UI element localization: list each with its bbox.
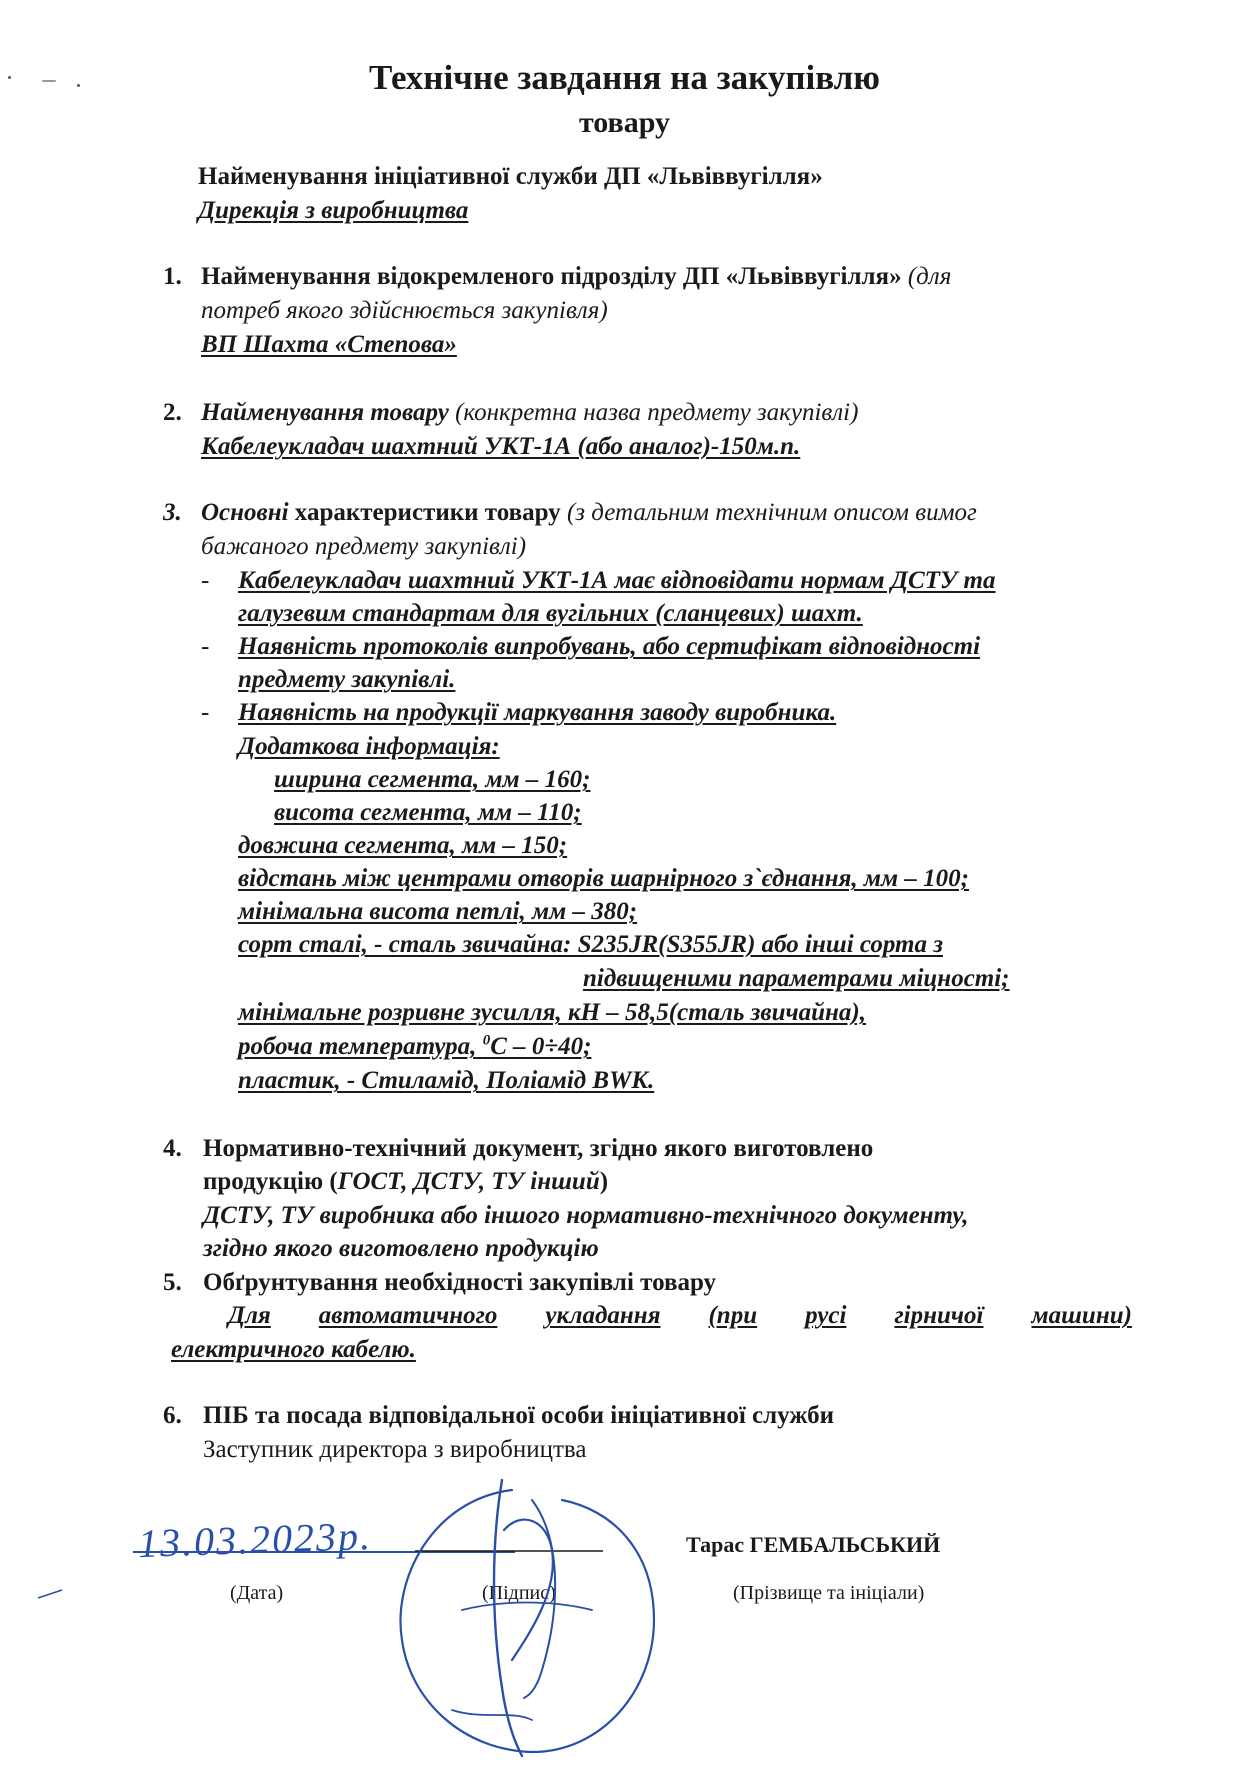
document-title: Технічне завдання на закупівлю (368, 58, 881, 97)
section-2-value: Кабелеукладач шахтний УКТ-1А (або аналог)-150м.п. (201, 433, 801, 460)
section-4-label-end: ) (599, 1168, 609, 1195)
bullet-3-line-1: Наявність на продукції маркування заводу виробника. (238, 699, 837, 726)
section-1-title: Найменування відокремленого підрозділу ДП «Львіввугілля» (201, 263, 902, 290)
section-2-label (201, 398, 858, 428)
section-1-note-end: потреб якого здійснюється закупівля) (201, 297, 608, 324)
section-6-label: ПІБ та посада відповідальної особи ініціативної служби (203, 1402, 835, 1429)
section-3-label (201, 498, 977, 528)
degree-superscript: 0 (482, 1032, 491, 1049)
additional-item-temperature (238, 1032, 591, 1062)
section-1-value: ВП Шахта «Степова» (201, 331, 457, 358)
justified-word: укладання (545, 1302, 661, 1329)
bullet-1-line-2: галузевим стандартам для вугільних (сланцевих) шахт. (238, 600, 863, 627)
section-3-number: 3. (163, 499, 182, 526)
section-5-label: Обґрунтування необхідності закупівлі товару (203, 1269, 717, 1296)
section-1-label (201, 262, 951, 292)
section-4-label-line-2 (203, 1167, 608, 1197)
section-4-value-line-2: згідно якого виготовлено продукцію (203, 1235, 599, 1262)
signature-caption: (Підпис) (482, 1582, 556, 1604)
document-subtitle: товару (578, 106, 671, 139)
section-3-note-end: бажаного предмету закупівлі) (201, 533, 527, 560)
justified-word: машини) (1031, 1302, 1132, 1329)
additional-item: пластик, - Стиламід, Поліамід BWK. (238, 1067, 655, 1094)
section-3-title: характеристики товару (294, 499, 561, 526)
section-2-title: Найменування товару (201, 399, 449, 426)
handwritten-date: 13.03.2023р. (137, 1512, 373, 1567)
additional-item: довжина сегмента, мм – 150; (238, 832, 568, 859)
section-4-label-start: продукцію ( (203, 1168, 338, 1195)
additional-info-title: Додаткова інформація: (238, 733, 500, 760)
section-5-value-line-2: електричного кабелю. (171, 1336, 416, 1363)
service-label: Найменування ініціативної служби ДП «Львіввугілля» (198, 163, 823, 190)
section-2-note: (конкретна назва предмету закупівлі) (455, 399, 859, 426)
section-3-title-italic: Основні (201, 499, 289, 526)
section-2-number: 2. (163, 399, 182, 426)
additional-item: підвищеними параметрами міцності; (583, 965, 1010, 992)
justified-word: русі (805, 1302, 847, 1329)
section-1-number: 1. (163, 263, 182, 290)
section-5-number: 5. (163, 1269, 182, 1296)
section-6-number: 6. (163, 1402, 182, 1429)
section-4-number: 4. (163, 1135, 182, 1162)
handwritten-signature (392, 1470, 672, 1770)
bullet-2-line-1: Наявність протоколів випробувань, або сертифікат відповідності (238, 633, 981, 660)
bullet-dash: - (201, 567, 210, 594)
temperature-value: С – 0÷40; (490, 1033, 592, 1060)
section-4-label-line-1: Нормативно-технічний документ, згідно якого виготовлено (203, 1135, 874, 1162)
stray-pen-mark (36, 1588, 66, 1600)
additional-item: сорт сталі, - сталь звичайна: S235JR(S355JR) або інші сорта з (238, 931, 943, 958)
name-caption: (Прізвище та ініціали) (733, 1582, 925, 1604)
bullet-dash: - (201, 633, 210, 660)
justified-word: (при (708, 1302, 758, 1329)
bullet-1-line-1: Кабелеукладач шахтний УКТ-1А має відповідати нормам ДСТУ та (238, 567, 996, 594)
section-5-value-line-1 (228, 1301, 1132, 1331)
additional-item: висота сегмента, мм – 110; (274, 799, 582, 826)
signer-name: Тарас ГЕМБАЛЬСЬКИЙ (686, 1532, 941, 1557)
justified-word: автоматичного (318, 1302, 498, 1329)
bullet-dash: - (201, 699, 210, 726)
section-4-value-line-1: ДСТУ, ТУ виробника або іншого нормативно-технічного документу, (203, 1202, 969, 1229)
section-1-note-start: (для (907, 263, 952, 290)
additional-item: ширина сегмента, мм – 160; (274, 766, 591, 793)
bullet-2-line-2: предмету закупівлі. (238, 666, 456, 693)
additional-item: мінімальне розривне зусилля, кН – 58,5(сталь звичайна), (238, 999, 866, 1026)
additional-item: відстань між центрами отворів шарнірного з`єднання, мм – 100; (238, 865, 969, 892)
additional-item: мінімальна висота петлі, мм – 380; (238, 898, 638, 925)
temperature-label: робоча температура, (238, 1033, 477, 1060)
date-caption: (Дата) (230, 1582, 284, 1604)
section-3-note-start: (з детальним технічним описом вимог (566, 499, 977, 526)
service-value: Дирекція з виробництва (198, 197, 469, 224)
section-4-label-italic: ГОСТ, ДСТУ, ТУ інший (337, 1168, 600, 1195)
justified-word: Для (228, 1302, 271, 1329)
responsible-position: Заступник директора з виробництва (203, 1436, 587, 1463)
justified-word: гірничої (894, 1302, 984, 1329)
